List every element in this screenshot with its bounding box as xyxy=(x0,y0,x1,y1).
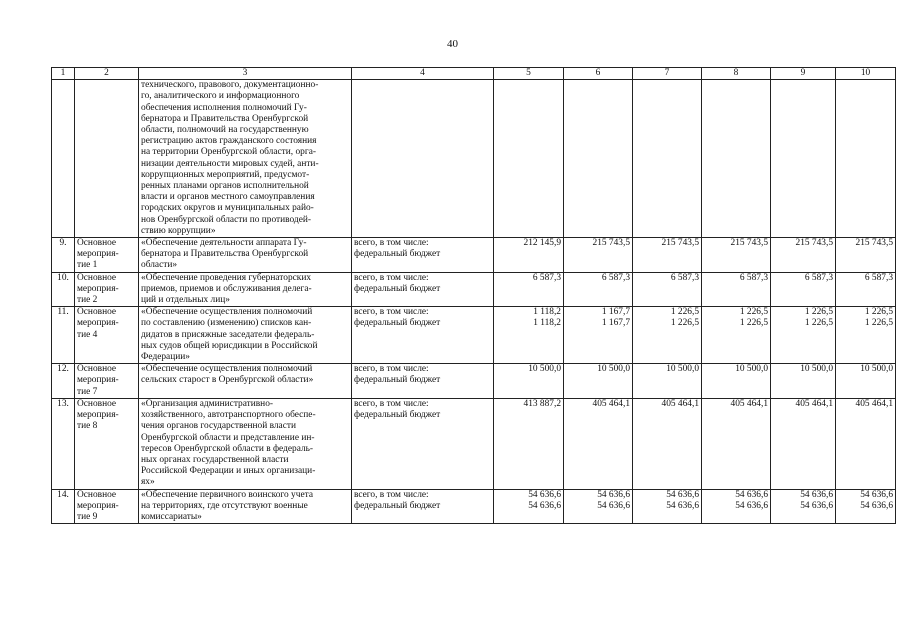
total-value: 10 500,0 xyxy=(666,364,699,375)
measure-type-cell xyxy=(75,364,139,399)
description-line: «Обеспечение осуществления полномочий xyxy=(141,364,313,375)
description-cell xyxy=(139,238,352,273)
table-row xyxy=(52,489,896,524)
description-line: чения органов государственной власти xyxy=(141,421,296,432)
total-value: 6 587,3 xyxy=(532,272,561,283)
row-number-cell: 10. xyxy=(52,272,75,307)
funding-federal-label: федеральный бюджет xyxy=(354,500,441,511)
measure-type-line: Основное xyxy=(77,489,117,500)
total-value: 6 587,3 xyxy=(670,272,699,283)
funding-federal-label: федеральный бюджет xyxy=(354,318,441,329)
funding-total-label: всего, в том числе: xyxy=(354,398,429,409)
measure-type-line: тие 4 xyxy=(77,329,98,340)
federal-value: 1 226,5 xyxy=(739,318,768,329)
description-line: низации деятельности мировых судей, анти- xyxy=(141,158,319,169)
description-line: ях» xyxy=(141,477,155,488)
description-line: ных судов общей юрисдикции в Российской xyxy=(141,340,318,351)
header-cell: 9 xyxy=(771,68,836,80)
federal-value xyxy=(773,249,833,260)
value-cell xyxy=(564,489,633,524)
measure-type-line: Основное xyxy=(77,272,117,283)
description-line: Российской Федерации и иных организаци- xyxy=(141,466,316,477)
funding-source-cell xyxy=(352,398,494,489)
description-line: области» xyxy=(141,260,178,271)
value-cell xyxy=(702,272,771,307)
table-body xyxy=(52,68,896,524)
table-row xyxy=(52,238,896,273)
total-value: 6 587,3 xyxy=(864,272,893,283)
total-value: 6 587,3 xyxy=(739,272,768,283)
federal-value xyxy=(566,375,630,386)
funding-total-label: всего, в том числе: xyxy=(354,307,429,318)
value-cell xyxy=(771,398,836,489)
row-number-cell: 12. xyxy=(52,364,75,399)
total-value: 1 118,2 xyxy=(533,307,561,318)
description-line: приемов, приемов и обслуживания делега- xyxy=(141,283,312,294)
value-cell xyxy=(702,398,771,489)
federal-value xyxy=(838,375,893,386)
value-cell xyxy=(633,398,702,489)
total-value: 215 743,5 xyxy=(592,238,630,249)
federal-value xyxy=(496,249,561,260)
description-line: Федерации» xyxy=(141,352,190,363)
total-value: 215 743,5 xyxy=(795,238,833,249)
federal-value: 1 167,7 xyxy=(601,318,630,329)
funding-source-cell xyxy=(352,489,494,524)
value-cell xyxy=(836,489,896,524)
funding-source-cell xyxy=(352,272,494,307)
measure-type-line: Основное xyxy=(77,364,117,375)
value-cell xyxy=(702,364,771,399)
value-cell xyxy=(564,307,633,364)
description-line: технического, правового, документационно- xyxy=(141,80,319,91)
description-line: тересов Оренбургской области в федераль- xyxy=(141,443,314,454)
measure-type-line: тие 9 xyxy=(77,511,98,522)
federal-value: 54 636,6 xyxy=(735,500,768,511)
total-value: 405 464,1 xyxy=(795,398,833,409)
measure-type-line: тие 8 xyxy=(77,421,98,432)
description-line: ренных планами органов исполнительной xyxy=(141,181,309,192)
total-value: 1 167,7 xyxy=(601,307,630,318)
value-cell xyxy=(771,364,836,399)
funding-total-label: всего, в том числе: xyxy=(354,489,429,500)
description-line: «Обеспечение деятельности аппарата Гу- xyxy=(141,238,307,249)
federal-value xyxy=(704,410,768,421)
federal-value xyxy=(838,410,893,421)
value-cell xyxy=(702,307,771,364)
row-number-cell: 11. xyxy=(52,307,75,364)
description-line: власти и органов местного самоуправления xyxy=(141,192,315,203)
federal-value: 54 636,6 xyxy=(528,500,561,511)
federal-value xyxy=(704,375,768,386)
federal-value xyxy=(704,284,768,295)
value-cell xyxy=(633,272,702,307)
value-cell xyxy=(771,80,836,238)
federal-value: 1 226,5 xyxy=(804,318,833,329)
federal-value xyxy=(704,249,768,260)
description-continuation xyxy=(139,80,352,238)
federal-value xyxy=(566,249,630,260)
description-cell xyxy=(139,398,352,489)
description-line: дидатов в присяжные заседатели федераль- xyxy=(141,329,315,340)
funding-total-label: всего, в том числе: xyxy=(354,238,429,249)
description-line: комиссариаты» xyxy=(141,511,202,522)
total-value: 54 636,6 xyxy=(860,489,893,500)
value-cell xyxy=(771,238,836,273)
header-cell: 8 xyxy=(702,68,771,80)
measure-type-line: мероприя- xyxy=(77,283,119,294)
federal-value: 1 118,2 xyxy=(533,318,561,329)
measure-type-cell xyxy=(75,398,139,489)
value-cell xyxy=(702,238,771,273)
funding-total-label: всего, в том числе: xyxy=(354,272,429,283)
description-line: нов Оренбургской области по противодей- xyxy=(141,214,311,225)
federal-value xyxy=(496,375,561,386)
funding-source-cell xyxy=(352,238,494,273)
federal-value xyxy=(773,375,833,386)
total-value: 6 587,3 xyxy=(601,272,630,283)
total-value: 6 587,3 xyxy=(804,272,833,283)
description-line: «Обеспечение осуществления полномочий xyxy=(141,307,313,318)
measure-type-line: мероприя- xyxy=(77,410,119,421)
description-line: коррупционных мероприятий, предусмот- xyxy=(141,169,310,180)
value-cell xyxy=(494,238,564,273)
measure-type-line: мероприя- xyxy=(77,500,119,511)
measure-type-line: мероприя- xyxy=(77,318,119,329)
funding-federal-label: федеральный бюджет xyxy=(354,410,441,421)
total-value: 215 743,5 xyxy=(730,238,768,249)
description-line: регистрацию актов гражданского состояния xyxy=(141,136,317,147)
total-value: 1 226,5 xyxy=(739,307,768,318)
description-line: обеспечения исполнения полномочий Гу- xyxy=(141,102,307,113)
federal-value xyxy=(566,410,630,421)
description-line: на территории Оренбургской области, орга- xyxy=(141,147,316,158)
measure-type-line: мероприя- xyxy=(77,375,119,386)
total-value: 54 636,6 xyxy=(735,489,768,500)
funding-cell xyxy=(352,80,494,238)
description-line: ных органах государственной власти xyxy=(141,454,289,465)
federal-value xyxy=(566,284,630,295)
federal-value xyxy=(635,375,699,386)
value-cell xyxy=(771,489,836,524)
value-cell xyxy=(564,272,633,307)
description-line: бернатора и Правительства Оренбургской xyxy=(141,113,309,124)
value-cell xyxy=(564,364,633,399)
header-cell: 6 xyxy=(564,68,633,80)
measure-type-line: Основное xyxy=(77,238,117,249)
value-cell xyxy=(494,272,564,307)
federal-value xyxy=(635,249,699,260)
federal-value xyxy=(496,284,561,295)
description-line: области, полномочий на государственную xyxy=(141,125,309,136)
type-cell xyxy=(75,80,139,238)
description-cell xyxy=(139,364,352,399)
measure-type-line: тие 7 xyxy=(77,386,98,397)
total-value: 10 500,0 xyxy=(597,364,630,375)
funding-source-cell xyxy=(352,364,494,399)
description-cell xyxy=(139,489,352,524)
measure-type-cell xyxy=(75,272,139,307)
description-line: «Обеспечение проведения губернаторских xyxy=(141,272,312,283)
funding-federal-label: федеральный бюджет xyxy=(354,249,441,260)
total-value: 54 636,6 xyxy=(597,489,630,500)
description-line: сельских старост в Оренбургской области» xyxy=(141,375,314,386)
description-line: ций и отдельных лиц» xyxy=(141,295,230,306)
federal-value xyxy=(496,410,561,421)
header-cell: 3 xyxy=(139,68,352,80)
federal-value: 1 226,5 xyxy=(670,318,699,329)
measure-type-line: мероприя- xyxy=(77,249,119,260)
total-value: 54 636,6 xyxy=(666,489,699,500)
total-value: 215 743,5 xyxy=(661,238,699,249)
total-value: 10 500,0 xyxy=(735,364,768,375)
value-cell xyxy=(836,272,896,307)
total-value: 10 500,0 xyxy=(860,364,893,375)
value-cell xyxy=(836,80,896,238)
value-cell xyxy=(836,307,896,364)
total-value: 413 887,2 xyxy=(523,398,561,409)
measure-type-cell xyxy=(75,307,139,364)
value-cell xyxy=(494,80,564,238)
description-line: Оренбургской области и представление ин- xyxy=(141,432,315,443)
federal-value xyxy=(635,284,699,295)
total-value: 1 226,5 xyxy=(804,307,833,318)
row-number-cell: 14. xyxy=(52,489,75,524)
total-value: 405 464,1 xyxy=(661,398,699,409)
description-line: городских округов и муниципальных райо- xyxy=(141,203,314,214)
description-line: на территориях, где отсутствуют военные xyxy=(141,500,308,511)
budget-table xyxy=(51,67,896,524)
table-row xyxy=(52,364,896,399)
measure-type-line: тие 2 xyxy=(77,295,98,306)
federal-value xyxy=(635,410,699,421)
federal-value: 54 636,6 xyxy=(800,500,833,511)
description-cell xyxy=(139,272,352,307)
value-cell xyxy=(836,238,896,273)
value-cell xyxy=(494,398,564,489)
description-line: го, аналитического и информационного xyxy=(141,91,300,102)
funding-federal-label: федеральный бюджет xyxy=(354,375,441,386)
federal-value xyxy=(838,284,893,295)
federal-value: 54 636,6 xyxy=(666,500,699,511)
row-number-cell xyxy=(52,80,75,238)
value-cell xyxy=(633,238,702,273)
total-value: 405 464,1 xyxy=(730,398,768,409)
value-cell xyxy=(564,238,633,273)
total-value: 1 226,5 xyxy=(864,307,893,318)
value-cell xyxy=(836,364,896,399)
header-cell: 10 xyxy=(836,68,896,80)
total-value: 405 464,1 xyxy=(592,398,630,409)
measure-type-cell xyxy=(75,489,139,524)
value-cell xyxy=(633,489,702,524)
description-line: хозяйственного, автотранспортного обеспе- xyxy=(141,410,316,421)
measure-type-line: Основное xyxy=(77,307,117,318)
header-cell: 5 xyxy=(494,68,564,80)
description-line: бернатора и Правительства Оренбургской xyxy=(141,249,309,260)
total-value: 54 636,6 xyxy=(800,489,833,500)
value-cell xyxy=(702,80,771,238)
table-row xyxy=(52,398,896,489)
description-line: по составлению (изменению) списков кан- xyxy=(141,318,312,329)
federal-value xyxy=(773,284,833,295)
measure-type-line: тие 1 xyxy=(77,260,98,271)
value-cell xyxy=(564,398,633,489)
total-value: 54 636,6 xyxy=(528,489,561,500)
federal-value xyxy=(838,249,893,260)
total-value: 405 464,1 xyxy=(855,398,893,409)
total-value: 1 226,5 xyxy=(670,307,699,318)
funding-federal-label: федеральный бюджет xyxy=(354,283,441,294)
value-cell xyxy=(771,307,836,364)
funding-source-cell xyxy=(352,307,494,364)
total-value: 10 500,0 xyxy=(528,364,561,375)
value-cell xyxy=(771,272,836,307)
total-value: 10 500,0 xyxy=(800,364,833,375)
federal-value: 54 636,6 xyxy=(597,500,630,511)
value-cell xyxy=(633,364,702,399)
description-line: ствию коррупции» xyxy=(141,225,216,236)
description-cell xyxy=(139,307,352,364)
total-value: 215 743,5 xyxy=(855,238,893,249)
value-cell xyxy=(633,307,702,364)
table-row xyxy=(52,272,896,307)
header-cell: 4 xyxy=(352,68,494,80)
value-cell xyxy=(633,80,702,238)
header-row xyxy=(52,68,896,80)
value-cell xyxy=(702,489,771,524)
value-cell xyxy=(836,398,896,489)
description-line: «Обеспечение первичного воинского учета xyxy=(141,489,313,500)
row-number-cell: 13. xyxy=(52,398,75,489)
measure-type-line: Основное xyxy=(77,398,117,409)
description-line: «Организация административно- xyxy=(141,398,274,409)
table-row xyxy=(52,307,896,364)
header-cell: 7 xyxy=(633,68,702,80)
federal-value: 1 226,5 xyxy=(864,318,893,329)
value-cell xyxy=(564,80,633,238)
continuation-row xyxy=(52,80,896,238)
federal-value xyxy=(773,410,833,421)
value-cell xyxy=(494,489,564,524)
value-cell xyxy=(494,307,564,364)
federal-value: 54 636,6 xyxy=(860,500,893,511)
total-value: 212 145,9 xyxy=(523,238,561,249)
header-cell: 1 xyxy=(52,68,75,80)
measure-type-cell xyxy=(75,238,139,273)
header-cell: 2 xyxy=(75,68,139,80)
funding-total-label: всего, в том числе: xyxy=(354,364,429,375)
page-number: 40 xyxy=(447,38,458,50)
value-cell xyxy=(494,364,564,399)
row-number-cell: 9. xyxy=(52,238,75,273)
